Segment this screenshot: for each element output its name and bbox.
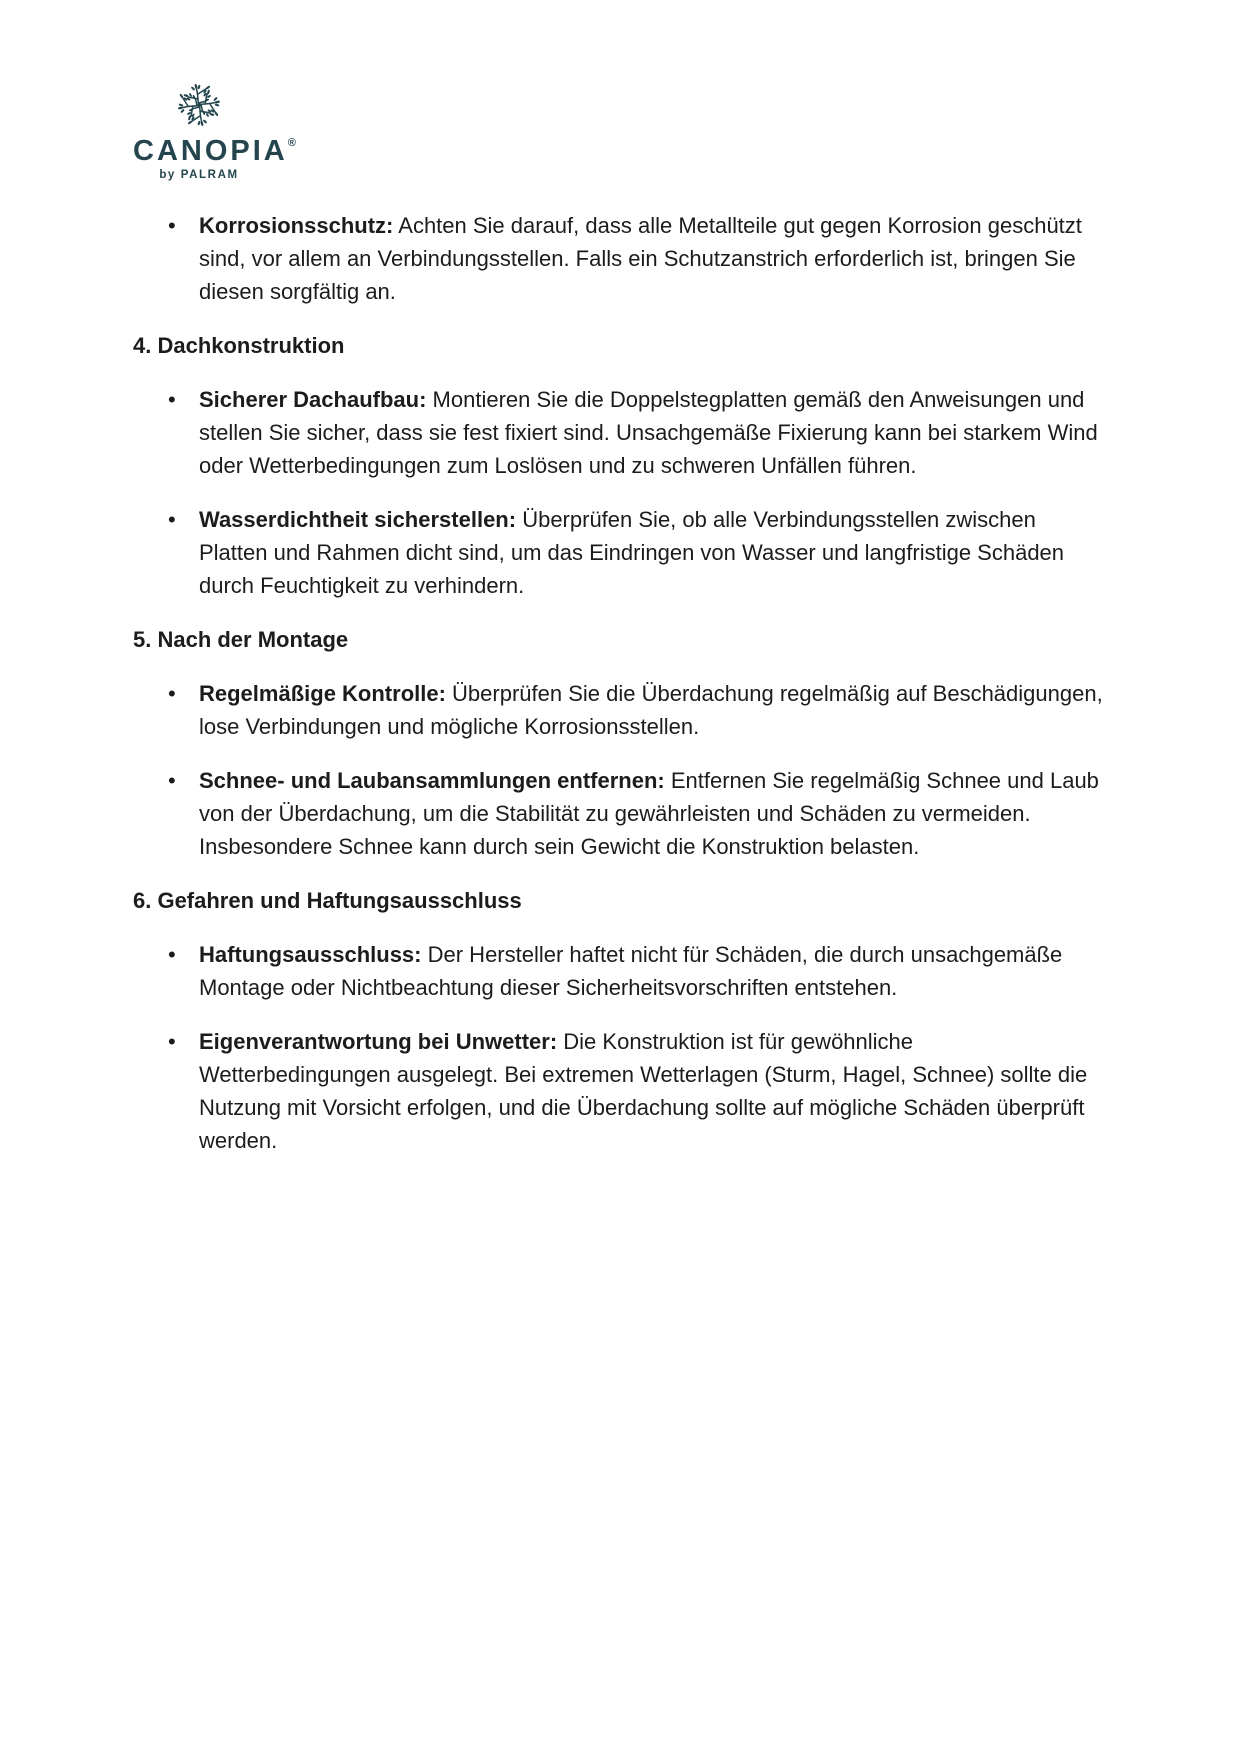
bullet-item	[199, 677, 1110, 743]
document-body	[133, 209, 1110, 1157]
bullet-label: Wasserdichtheit sicherstellen:	[199, 507, 517, 533]
bullet-label: Regelmäßige Kontrolle:	[199, 681, 446, 707]
bullet-item	[199, 383, 1110, 482]
bullet-text: Der Hersteller haftet nicht für Schäden, die durch unsachgemäße Montage oder Nichtbeachtung dieser Sicherheitsvorschriften entstehen.	[199, 942, 1063, 1001]
registered-mark: ®	[287, 137, 296, 149]
bullet-list	[133, 677, 1110, 863]
bullet-text: Achten Sie darauf, dass alle Metallteile gut gegen Korrosion geschützt sind, vor allem an Verbindungsstellen. Falls ein Schutzanstrich erforderlich ist, bringen Sie diesen sorgfältig an.	[199, 213, 1082, 305]
bullet-label: Schnee- und Laubansammlungen entfernen:	[199, 768, 665, 794]
bullet-list	[133, 383, 1110, 602]
canopia-logo	[133, 78, 296, 182]
bullet-text: Überprüfen Sie die Überdachung regelmäßig auf Beschädigungen, lose Verbindungen und mögliche Korrosionsstellen.	[199, 681, 1103, 740]
bullet-item	[199, 938, 1110, 1004]
bullet-text: Die Konstruktion ist für gewöhnliche Wetterbedingungen ausgelegt. Bei extremen Wetterlagen (Sturm, Hagel, Schnee) sollte die Nutzung mit Vorsicht erfolgen, und die Überdachung sollte auf mögliche Schäden überprüft werden.	[199, 1029, 1088, 1154]
canopia-tree-icon	[174, 78, 224, 132]
bullet-label: Eigenverantwortung bei Unwetter:	[199, 1029, 558, 1055]
section-heading: 4. Dachkonstruktion	[133, 333, 345, 359]
section-heading: 6. Gefahren und Haftungsausschluss	[133, 888, 522, 914]
bullet-item	[199, 503, 1110, 602]
bullet-label: Haftungsausschluss:	[199, 942, 422, 968]
bullet-item	[199, 1025, 1110, 1157]
bullet-item	[199, 764, 1110, 863]
bullet-text: Montieren Sie die Doppelstegplatten gemäß den Anweisungen und stellen Sie sicher, dass sie fest fixiert sind. Unsachgemäße Fixierung kann bei starkem Wind oder Wetterbedingungen zum Loslösen und zu schweren Unfällen führen.	[199, 387, 1098, 479]
bullet-label: Korrosionsschutz:	[199, 213, 394, 239]
bullet-list	[133, 209, 1110, 308]
section-heading: 5. Nach der Montage	[133, 627, 349, 653]
bullet-list	[133, 938, 1110, 1157]
brand-wordmark	[133, 135, 296, 167]
brand-byline: by PALRAM	[159, 169, 239, 182]
bullet-text: Entfernen Sie regelmäßig Schnee und Laub von der Überdachung, um die Stabilität zu gewährleisten und Schäden zu vermeiden. Insbesondere Schnee kann durch sein Gewicht die Konstruktion belasten.	[199, 768, 1099, 860]
bullet-text: Überprüfen Sie, ob alle Verbindungsstellen zwischen Platten und Rahmen dicht sind, um das Eindringen von Wasser und langfristige Schäden durch Feuchtigkeit zu verhindern.	[199, 507, 1065, 599]
bullet-item	[199, 209, 1110, 308]
brand-name: CANOPIA	[133, 135, 288, 167]
bullet-label: Sicherer Dachaufbau:	[199, 387, 427, 413]
